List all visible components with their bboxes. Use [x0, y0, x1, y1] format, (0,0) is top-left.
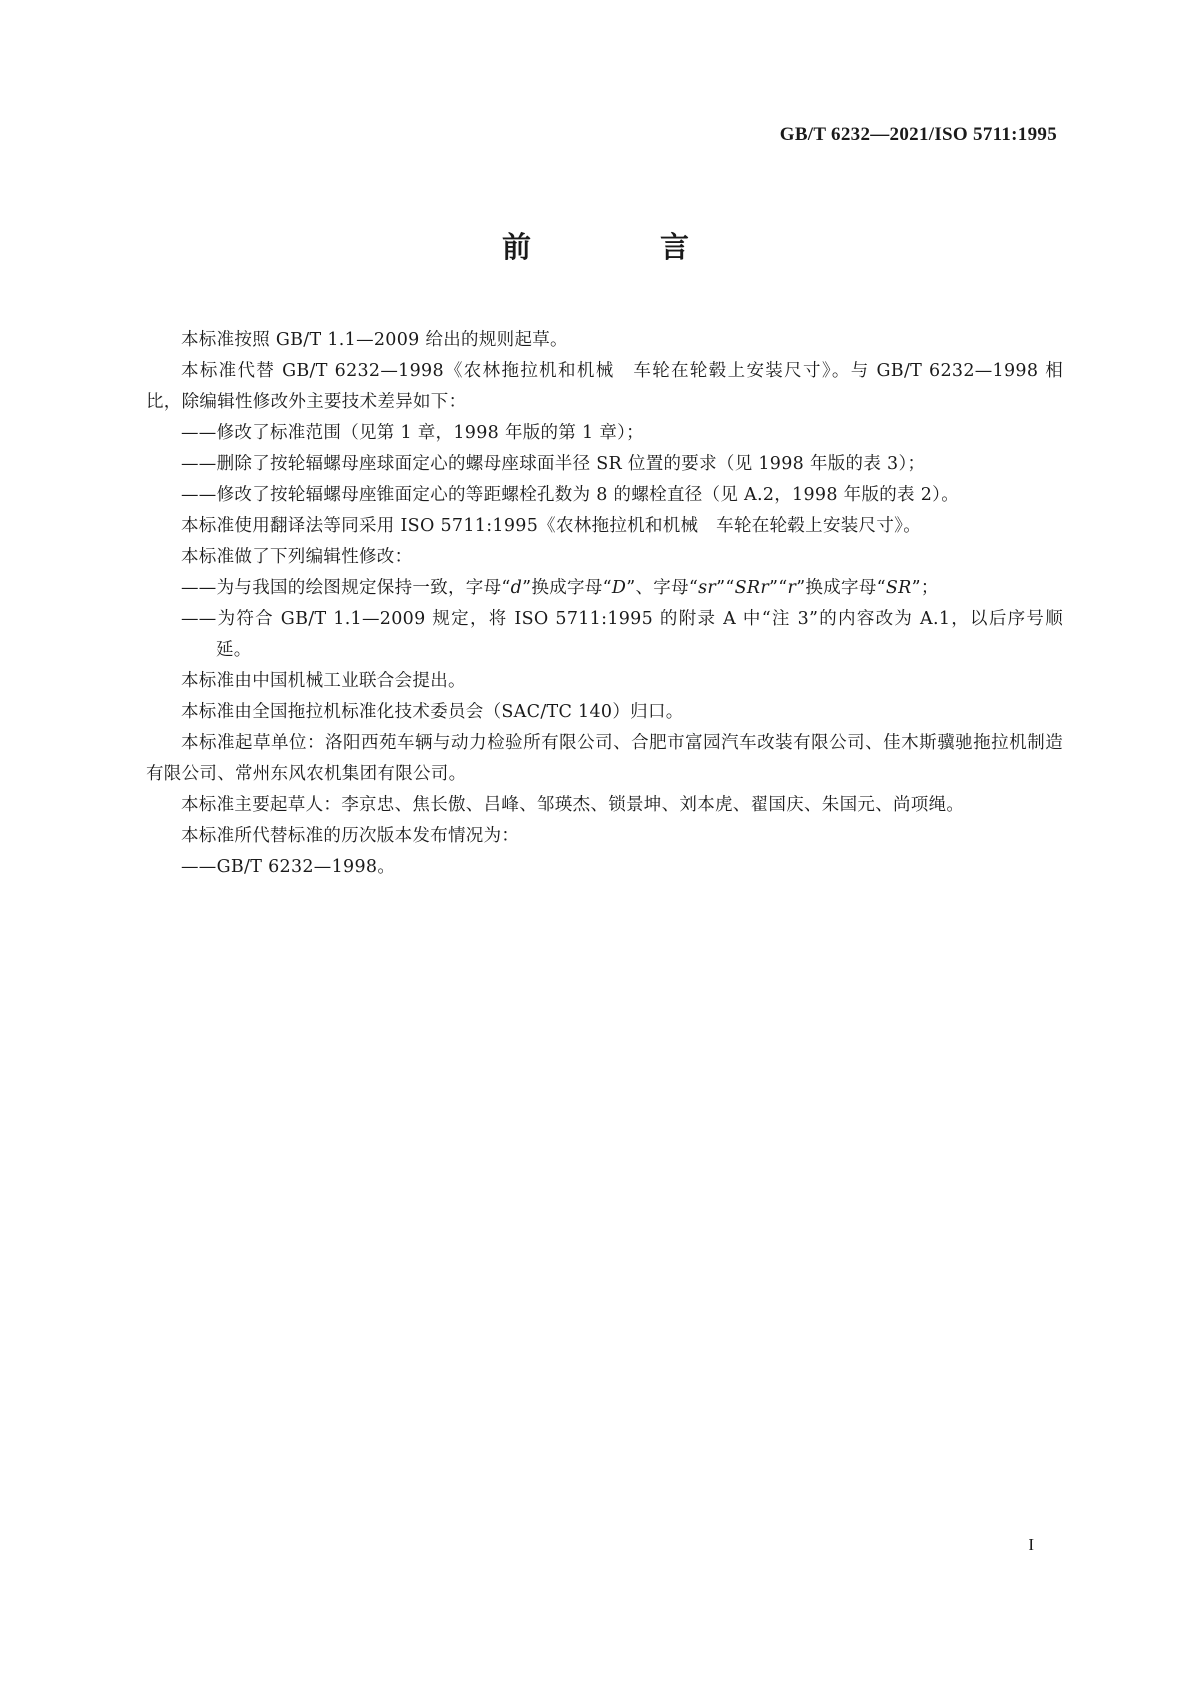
standard-code-header: GB/T 6232—2021/ISO 5711:1995 — [779, 124, 1057, 145]
list-item-history-1: ——GB/T 6232—1998。 — [181, 857, 396, 877]
foreword-body — [146, 325, 1063, 883]
list-item-change-2: ——删除了按轮辐螺母座球面定心的螺母座球面半径 SR 位置的要求（见 1998 年版的表 3）； — [181, 454, 926, 474]
paragraph-drafters: 本标准主要起草人：李京忠、焦长傲、吕峰、邹瑛杰、锁景坤、刘本虎、翟国庆、朱国元、尚项绳。 — [181, 795, 965, 815]
list-item-change-3: ——修改了按轮辐螺母座锥面定心的等距螺栓孔数为 8 的螺栓直径（见 A.2，1998 年版的表 2）。 — [181, 485, 959, 505]
page-number: I — [1028, 1535, 1034, 1554]
paragraph-replaces: 本标准代替 GB/T 6232—1998《农林拖拉机和机械 车轮在轮毂上安装尺寸》。与 GB/T 6232—1998 相比，除编辑性修改外主要技术差异如下： — [146, 361, 1063, 412]
list-item-change-1: ——修改了标准范围（见第 1 章，1998 年版的第 1 章）； — [181, 423, 644, 443]
paragraph-iso-adoption: 本标准使用翻译法等同采用 ISO 5711:1995《农林拖拉机和机械 车轮在轮毂上安装尺寸》。 — [181, 516, 921, 536]
paragraph-drafting-rules: 本标准按照 GB/T 1.1—2009 给出的规则起草。 — [181, 330, 568, 350]
paragraph-editorial-changes: 本标准做了下列编辑性修改： — [181, 547, 413, 567]
paragraph-history: 本标准所代替标准的历次版本发布情况为： — [181, 826, 520, 846]
paragraph-drafting-units: 本标准起草单位：洛阳西苑车辆与动力检验所有限公司、合肥市富园汽车改装有限公司、佳木斯骥驰拖拉机制造有限公司、常州东风农机集团有限公司。 — [146, 733, 1063, 784]
paragraph-proposed-by: 本标准由中国机械工业联合会提出。 — [181, 671, 466, 691]
list-item-editorial-2: ——为符合 GB/T 1.1—2009 规定，将 ISO 5711:1995 的附录 A 中“注 3”的内容改为 A.1，以后序号顺延。 — [181, 609, 1063, 660]
paragraph-under-jurisdiction: 本标准由全国拖拉机标准化技术委员会（SAC/TC 140）归口。 — [181, 702, 684, 722]
page-title: 前 言 — [501, 230, 739, 264]
list-item-editorial-1: ——为与我国的绘图规定保持一致，字母“d”换成字母“D”、字母“sr”“SRr”“r”换成字母“SR”； — [181, 578, 939, 598]
